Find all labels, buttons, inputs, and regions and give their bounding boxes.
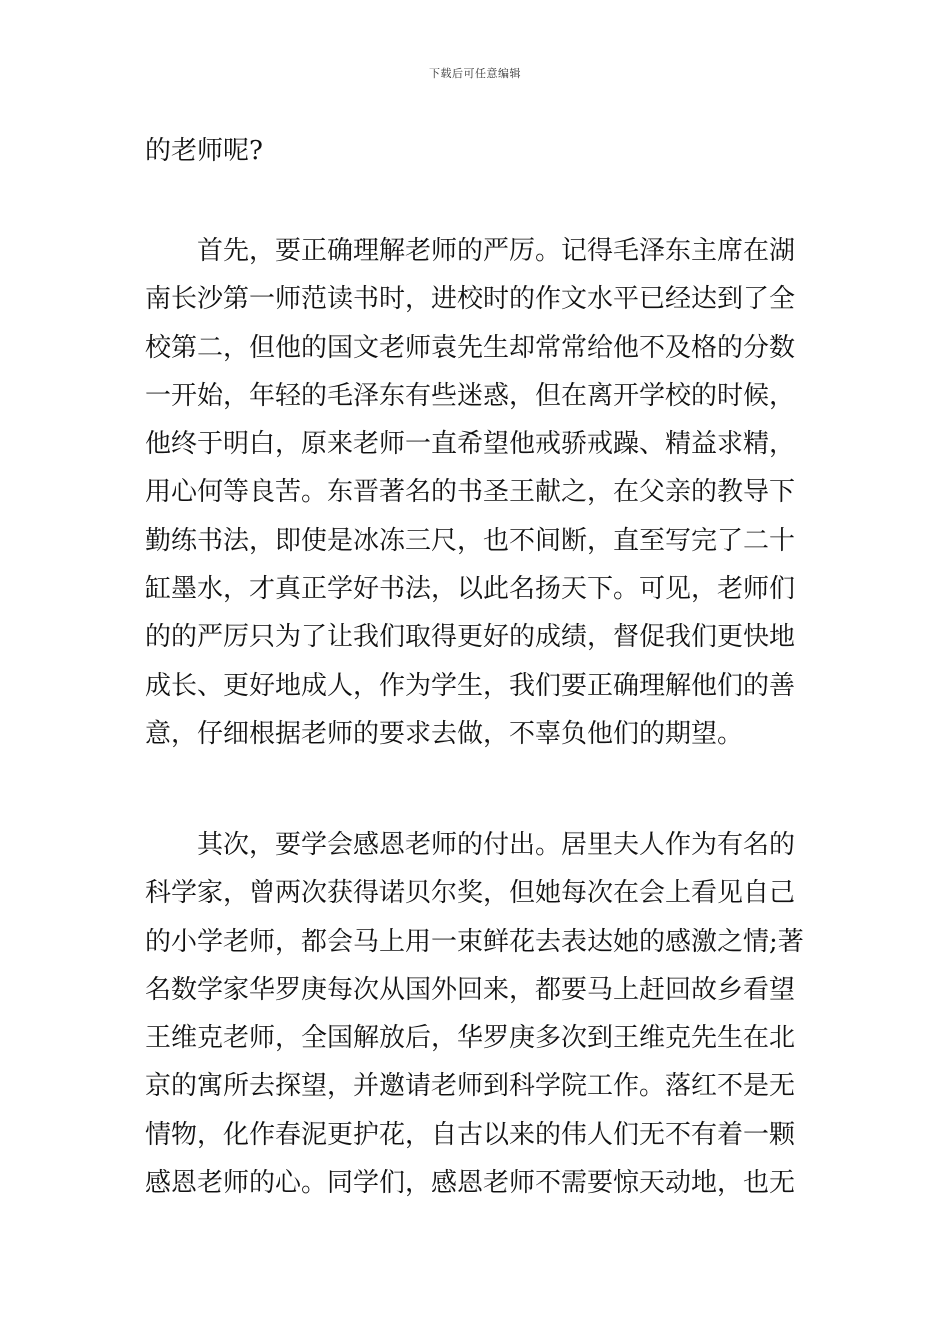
- text-line: 首先，要正确理解老师的严厉。记得毛泽东主席在湖: [145, 236, 796, 266]
- paragraph-2: [145, 227, 810, 758]
- text-line: 王维克老师，全国解放后，华罗庚多次到王维克先生在北: [145, 1023, 796, 1054]
- text-line: 他终于明白，原来老师一直希望他戒骄戒躁、精益求精，: [145, 429, 796, 460]
- text-line: 的的严厉只为了让我们取得更好的成绩，督促我们更快地: [145, 622, 796, 653]
- paragraph-3: [145, 821, 810, 1207]
- text-line: 南长沙第一师范读书时，进校时的作文水平已经达到了全: [145, 284, 796, 315]
- text-line: 其次，要学会感恩老师的付出。居里夫人作为有名的: [145, 830, 796, 860]
- text-line: 缸墨水，才真正学好书法，以此名扬天下。可见，老师们: [145, 574, 796, 605]
- text-line: 科学家，曾两次获得诺贝尔奖，但她每次在会上看见自己: [145, 878, 796, 909]
- text-line: 用心何等良苦。东晋著名的书圣王献之，在父亲的教导下: [145, 477, 796, 508]
- paragraph-1: [145, 127, 810, 175]
- text-line: 校第二，但他的国文老师袁先生却常常给他不及格的分数: [145, 332, 796, 363]
- text-line: 感恩老师的心。同学们，感恩老师不需要惊天动地，也无: [145, 1168, 796, 1199]
- text-line: 一开始，年轻的毛泽东有些迷惑，但在离开学校的时候，: [145, 380, 796, 411]
- text-line: 情物，化作春泥更护花，自古以来的伟人们无不有着一颗: [145, 1119, 796, 1150]
- text-line: 成长、更好地成人，作为学生，我们要正确理解他们的善: [145, 670, 796, 701]
- text-line: 京的寓所去探望，并邀请老师到科学院工作。落红不是无: [145, 1071, 796, 1102]
- text-line: 的小学老师，都会马上用一束鲜花去表达她的感激之情;著: [145, 926, 804, 957]
- text-line: 的老师呢?: [145, 136, 263, 166]
- text-line: 勤练书法，即使是冰冻三尺，也不间断，直至写完了二十: [145, 525, 796, 556]
- text-line: 意，仔细根据老师的要求去做，不辜负他们的期望。: [145, 718, 744, 749]
- text-line: 名数学家华罗庚每次从国外回来，都要马上赶回故乡看望: [145, 974, 796, 1005]
- page-header: 下载后可任意编辑: [429, 67, 521, 80]
